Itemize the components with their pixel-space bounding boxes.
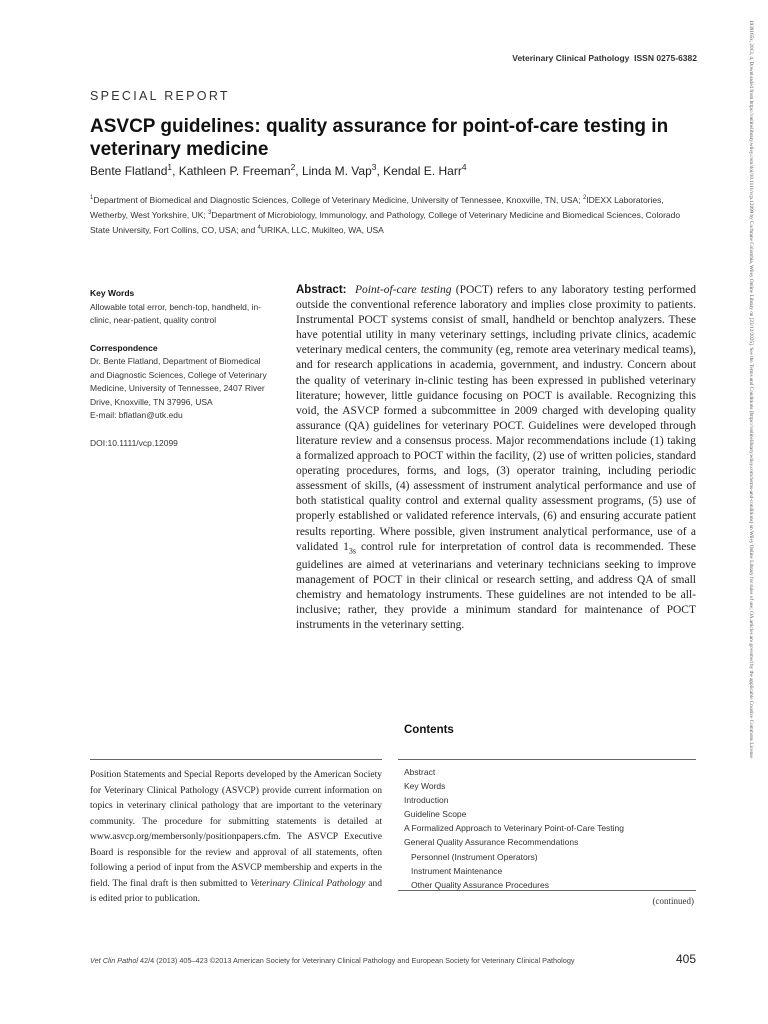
affiliation-number: 3 xyxy=(208,210,212,217)
abstract-label: Abstract: xyxy=(296,284,347,296)
author-list: Bente Flatland$^1$, Kathleen P. Freeman$^2$, Linda M. Vap$^3$, Kendal E. Harr$^4$ xyxy=(90,162,467,178)
author-affiliation-number: 1 xyxy=(167,162,173,172)
position-statement-text: Position Statements and Special Reports developed by the American Society for Veterinary Clinical Pathology (ASVCP) provide current information on topics in veterinary clinical pathology that are important to the veterinary community. The procedure for submitting statements is detailed at www.asvcp.org/membersonly/positionpapers.cfm. The ASVCP Executive Board is responsible for the review and approval of all statements, often following a period of input from the ASVCP membership and experts in the field. The final draft is then submitted to xyxy=(90,770,382,889)
abstract-text-continued: control rule for interpretation of control data is recommended. These guidelines are aimed at veterinarians and veterinary technicians seeking to improve management of POCT in their clinical or research setting, and address QA of small chemistry and hematology instruments. These guidelines are not intended to be all-inclusive; rather, they provide a minimum standard for maintenance of POCT instruments in the veterinary setting. xyxy=(296,540,696,632)
article-sidebar xyxy=(90,287,280,450)
abstract xyxy=(296,283,696,633)
abstract-text: (POCT) refers to any laboratory testing performed outside the conventional reference laboratory and implies close proximity to patients. Instrumental POCT systems consist of small, handheld or benchtop analyzers. These have potential utility in many veterinary settings, including private clinics, academic veterinary medical centers, the community (eg, remote area veterinary medical teams), and for research applications in academia, government, and industry. Concern about the quality of veterinary in-clinic testing has been expressed in published veterinary literature; however, little guidance focusing on POCT is available. Recognizing this void, the ASVCP formed a subcommittee in 2009 charged with developing quality assurance (QA) guidelines for veterinary POCT. Guidelines were developed through literature review and a consensus process. Major recommendations include (1) taking a formalized approach to POCT within the facility, (2) use of written policies, standard operating procedures, forms, and logs, (3) operator training, including periodic assessment of skills, (4) assessment of instrument analytical performance and use of both statistical quality control and external quality assessment programs, (5) use of properly established or validated reference intervals, (6) and ensuring accurate patient results reporting. Where possible, given instrument analytical performance, use of a validated 1 xyxy=(296,284,696,553)
contents-item[interactable]: Guideline Scope xyxy=(404,809,467,820)
contents-subitem[interactable]: Instrument Maintenance xyxy=(411,865,503,876)
footer-citation xyxy=(90,956,575,965)
page-number: 405 xyxy=(675,952,696,966)
position-statement-journal: Veterinary Clinical Pathology xyxy=(250,878,366,889)
affiliation-text: IDEXX Laboratories, Wetherby, West Yorkshire, UK; xyxy=(90,195,664,220)
article-title: ASVCP guidelines: quality assurance for point-of-care testing in veterinary medicine xyxy=(90,116,669,160)
author-name: Kendal E. Harr xyxy=(383,164,462,178)
author-name: Linda M. Vap xyxy=(301,164,372,178)
position-statement xyxy=(90,768,382,908)
affiliation-text: Department of Microbiology, Immunology, and Pathology, College of Veterinary Medicine and Biomedical Sciences, Colorado State University, Fort Collins, CO, USA; and xyxy=(90,210,681,235)
affiliation-text: URIKA, LLC, Mukilteo, WA, USA xyxy=(260,225,384,235)
journal-header xyxy=(512,53,697,63)
contents-item[interactable]: General Quality Assurance Recommendations xyxy=(404,837,579,848)
affiliations xyxy=(90,193,700,238)
contents-subitem[interactable]: Personnel (Instrument Operators) xyxy=(411,851,538,862)
control-rule-subscript: 3s xyxy=(348,545,357,555)
affiliation-number: 2 xyxy=(582,195,587,202)
journal-name: Veterinary Clinical Pathology xyxy=(512,53,630,63)
footer-journal-abbrev: Vet Clin Pathol xyxy=(90,956,138,965)
contents-box xyxy=(398,759,696,891)
correspondence-email: E-mail: bflatlan@utk.edu xyxy=(90,410,183,420)
download-side-note: 1939165x, 2013, 4, Downloaded from https://onlinelibrary.wiley.com/doi/10.1111/vcp.12099 by Cochrane Colombia, Wiley Online Library on [23/12/2025]. See the Terms and Conditions (https://onlinelibrary.wiley.com/terms-and-conditions) on Wiley Online Library for rules of use; OA articles are governed by the applicable Creative Commons License xyxy=(748,20,754,759)
keywords-text: Allowable total error, bench-top, handheld, in-clinic, near-patient, quality control xyxy=(90,301,262,325)
contents-item[interactable]: Introduction xyxy=(404,795,449,806)
doi-text: DOI:10.1111/vcp.12099 xyxy=(90,437,178,448)
author-affiliation-number: 3 xyxy=(371,162,377,172)
author-name: Bente Flatland xyxy=(90,164,168,178)
contents-continued: (continued) xyxy=(652,896,694,906)
affiliation-number: 1 xyxy=(90,195,94,202)
keywords-heading: Key Words xyxy=(90,288,135,298)
author-name: Kathleen P. Freeman xyxy=(178,164,291,178)
contents-item[interactable]: Abstract xyxy=(404,767,436,777)
contents-item[interactable]: A Formalized Approach to Veterinary Point-of-Care Testing xyxy=(404,823,625,834)
correspondence-line: and Diagnostic Sciences, College of Veterinary xyxy=(90,369,267,380)
author-affiliation-number: 4 xyxy=(461,162,467,172)
position-statement-end: and is edited prior to publication. xyxy=(90,878,383,904)
correspondence-heading: Correspondence xyxy=(90,342,158,353)
correspondence-line: Dr. Bente Flatland, Department of Biomedical xyxy=(90,356,261,366)
report-type: SPECIAL REPORT xyxy=(90,89,230,103)
contents-item[interactable]: Key Words xyxy=(404,781,446,792)
correspondence-line: Drive, Knoxville, TN 37996, USA xyxy=(90,396,213,407)
contents-heading: Contents xyxy=(404,724,454,736)
footer-citation-text: 42/4 (2013) 405–423 ©2013 American Society for Veterinary Clinical Pathology and European Society for Veterinary Clinical Pathology xyxy=(138,956,575,965)
abstract-intro-term: Point-of-care testing xyxy=(355,284,452,296)
journal-issn: ISSN 0275-6382 xyxy=(634,53,697,63)
correspondence-line: Medicine, University of Tennessee, 2407 River xyxy=(90,383,265,393)
affiliation-text: Department of Biomedical and Diagnostic Sciences, College of Veterinary Medicine, University of Tennessee, Knoxville, TN, USA; xyxy=(93,195,583,205)
affiliation-number: 4 xyxy=(257,225,261,232)
position-statement-divider xyxy=(90,759,382,760)
contents-subitem[interactable]: Other Quality Assurance Procedures xyxy=(411,879,549,890)
contents-list xyxy=(398,760,696,892)
author-affiliation-number: 2 xyxy=(290,162,296,172)
